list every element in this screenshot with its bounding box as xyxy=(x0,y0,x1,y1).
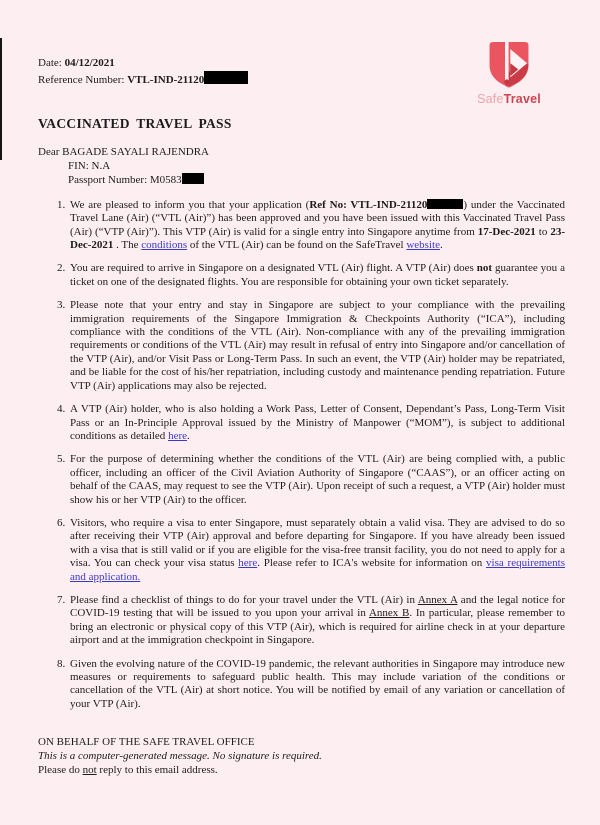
text-segment: A VTP (Air) holder, who is also holding a Work Pass, Letter of Consent, Dependant’s Pass, Long-Term Visit Pass or an In-Principle Approval issued by the Ministry of Manpower (“MOM”), is subject to additional conditions as detailed xyxy=(70,403,565,442)
text-segment: Reference Number: xyxy=(38,73,128,86)
text-segment: . xyxy=(439,239,443,252)
document-title: VACCINATED TRAVEL PASS xyxy=(38,115,232,131)
term-paragraph-4 xyxy=(68,403,565,443)
redaction-box xyxy=(427,199,463,209)
conditions-link[interactable]: conditions xyxy=(141,239,188,252)
text-segment: Date: xyxy=(38,57,65,69)
signoff-line: ON BEHALF OF THE SAFE TRAVEL OFFICE xyxy=(38,736,255,749)
text-segment: . Please refer to ICA's website for information on xyxy=(257,557,487,570)
recipient-block xyxy=(38,146,565,188)
wordmark-safe: Safe xyxy=(477,92,504,106)
visa-requirements-link[interactable]: visa requirements and application. xyxy=(70,557,565,583)
terms-list xyxy=(38,199,565,711)
safetravel-wordmark xyxy=(474,92,544,106)
visa-status-here-link[interactable]: here xyxy=(238,557,258,570)
text-segment: Ref No: VTL-IND-21120 xyxy=(309,198,428,211)
text-segment: 04/12/2021 xyxy=(64,57,115,69)
term-paragraph-5 xyxy=(68,453,565,507)
text-segment: We are pleased to inform you that your application ( xyxy=(70,198,310,211)
text-segment: not xyxy=(476,262,493,275)
text-segment: Please do xyxy=(38,764,83,777)
text-segment: . The xyxy=(113,239,142,252)
safetravel-logo xyxy=(474,40,544,106)
passport-number-line xyxy=(38,173,565,188)
term-paragraph-7 xyxy=(68,594,565,648)
text-segment: and the legal notice for COVID-19 testing that will be issued to you upon your arrival in xyxy=(70,593,566,620)
wordmark-travel: Travel xyxy=(503,92,541,106)
letter-footer xyxy=(38,736,565,778)
term-paragraph-1 xyxy=(68,199,565,253)
redaction-box xyxy=(182,173,204,184)
text-segment: Passport Number: M0583 xyxy=(68,174,182,187)
text-segment: Given the evolving nature of the COVID-19 pandemic, the relevant authorities in Singapore may introduce new measures or requirements to safeguard public health. This may include variation of the conditions or cancellation of the VTL (Air) at short notice. You will be notified by email of any variation or cancellation of your VTP (Air). xyxy=(70,657,565,710)
text-segment: . In particular, please remember to bring an electronic or physical copy of this VTP (Air), which is required for airline check in at your departure airport and at the immigration checkpoint in Singapore. xyxy=(70,607,565,647)
computer-generated-note: This is a computer-generated message. No signature is required. xyxy=(38,750,322,763)
text-segment: You are required to arrive in Singapore on a designated VTL (Air) flight. A VTP (Air) does xyxy=(70,262,477,275)
text-segment: 17-Dec-2021 xyxy=(477,225,536,238)
text-segment: Please note that your entry and stay in Singapore are subject to your compliance with the prevailing immigration requirements of the Singapore Immigration & Checkpoints Authority (“ICA”), including compliance with the conditions of the VTL (Air). Non-compliance with any of the prevailing immigration requirements or conditions of the VTL (Air) may result in refusal of entry into Singapore and/or cancellation of the VTP (Air), and/or Visit Pass or Long-Term Pass. In such an event, the VTP (Air) holder may be repatriated, and be liable for the cost of his/her repatriation, including custody and maintenance pending repatriation. Future VTP (Air) applications may also be rejected. xyxy=(70,299,565,392)
term-paragraph-8 xyxy=(68,658,565,712)
text-segment: of the VTL (Air) can be found on the SafeTravel xyxy=(187,239,407,252)
page-edge-artifact xyxy=(0,38,2,160)
text-segment: Annex B xyxy=(368,607,410,620)
term-paragraph-2 xyxy=(68,262,565,289)
text-segment: ) under the Vaccinated Travel Lane (Air) (“VTL (Air)”) has been approved and you have been issued with this Vaccinated Travel Pass (Air) (“VTP (Air)”). This VTP (Air) is valid for a single entry into Singapore anytime from xyxy=(70,198,566,238)
text-segment: not xyxy=(82,764,97,777)
text-segment: For the purpose of determining whether the conditions of the VTL (Air) are being complied with, a public officer, including an officer of the Civil Aviation Authority of Singapore (“CAAS”), or an officer acting on behalf of the CAAS, may request to see the VTP (Air). Upon receipt of such a request, a VTP (Air) holder must show his or her VTP (Air) to the officer. xyxy=(70,453,565,506)
safetravel-shield-icon xyxy=(486,40,532,90)
text-segment: . xyxy=(187,429,190,442)
text-segment: guarantee you a ticket on one of the designated flights. You are responsible for obtaining your own ticket separately. xyxy=(70,262,565,288)
salutation-line: Dear BAGADE SAYALI RAJENDRA xyxy=(38,145,210,158)
no-reply-line xyxy=(38,764,565,778)
text-segment: 23-Dec-2021 xyxy=(70,225,565,252)
term-paragraph-3 xyxy=(68,299,565,393)
text-segment: Please find a checklist of things to do for your travel under the VTL (Air) in xyxy=(70,593,418,606)
safetravel-website-link[interactable]: website xyxy=(406,239,440,252)
mom-conditions-here-link[interactable]: here xyxy=(168,429,187,442)
text-segment: reply to this email address. xyxy=(96,764,218,777)
text-segment: Visitors, who require a visa to enter Singapore, must separately obtain a valid visa. They are advised to do so after receiving their VTP (Air) approval and before departing for Singapore. If you have already been issued with a visa that is still valid or if you are eligible for the visa-free transit facility, you do not need to apply for a visa. You can check your visa status xyxy=(70,516,565,570)
term-paragraph-6 xyxy=(68,517,565,584)
fin-line: FIN: N.A xyxy=(68,159,111,172)
text-segment: VTL-IND-21120 xyxy=(127,73,205,86)
text-segment: to xyxy=(535,225,551,238)
text-segment: Annex A xyxy=(417,593,458,606)
redaction-box xyxy=(204,71,248,84)
